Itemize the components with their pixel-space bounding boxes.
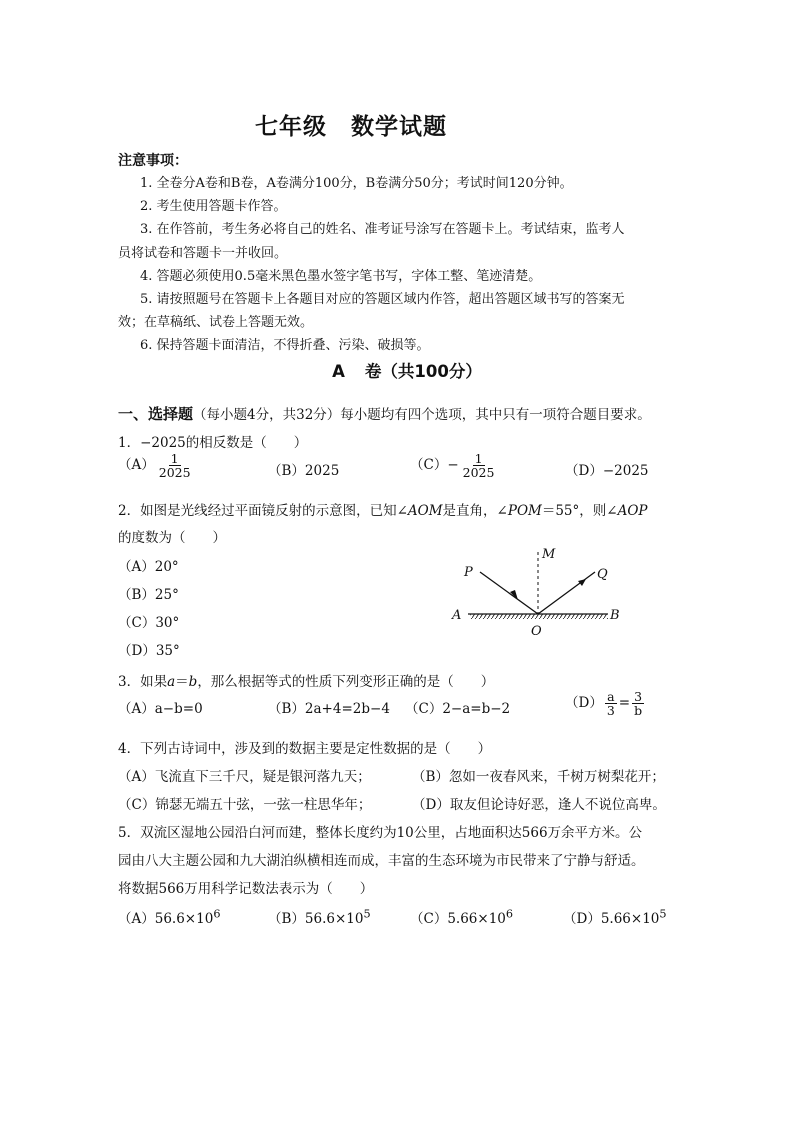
question-5-option-c: $(C)5.66\times 10^6$: [410, 907, 514, 927]
question-4-option-c: （C）锦瑟无端五十弦，一弦一柱思华年；: [118, 797, 372, 813]
notice-item-continued: 员将试卷和答题卡一并收回。: [118, 245, 288, 261]
notice-item: 3. 在作答前，考生务必将自己的姓名、准考证号涂写在答题卡上。考试结束，监考人: [140, 222, 625, 238]
mirror-hatch: [470, 614, 608, 619]
part1-title: 一、选择题: [118, 405, 194, 423]
question-4-option-b: （B）忽如一夜春风来，千树万树梨花开；: [412, 769, 665, 785]
question-1-option-c: （C）− $\frac{1}{2025}$: [410, 451, 495, 481]
label-o: O: [531, 624, 542, 639]
question-3-stem: 3．如果a＝b，那么根据等式的性质下列变形正确的是（ ）: [118, 674, 495, 690]
question-4-option-d: （D）取友但论诗好恶，逢人不说位高卑。: [412, 797, 666, 813]
notice-heading: 注意事项：: [118, 153, 188, 169]
question-3-option-d: （D） $\frac{a}{3}$ = $\frac{3}{b}$: [565, 689, 643, 719]
question-4-option-a: （A）飞流直下三千尺，疑是银河落九天；: [118, 769, 371, 785]
question-2-stem: 2．如图是光线经过平面镜反射的示意图，已知∠AOM是直角，∠POM＝55°，则∠AOP: [118, 503, 648, 519]
question-3-option-a: （A）a−b=0: [118, 701, 203, 717]
notice-item-continued: 效；在草稿纸、试卷上答题无效。: [118, 315, 314, 331]
question-2-option-b: （B）25°: [118, 587, 179, 603]
label-a: A: [452, 608, 462, 623]
notice-list: [118, 172, 693, 358]
reflected-ray: [538, 572, 595, 614]
question-3-option-c: （C）2−a=b−2: [405, 701, 511, 717]
question-2-option-a: （A）20°: [118, 559, 179, 575]
question-2-option-d: （D）35°: [118, 643, 180, 659]
question-5-option-a: $(A)56.6\times 10^6$: [118, 907, 221, 927]
fraction: $\frac{1}{2025}$: [462, 451, 495, 481]
fraction: $\frac{3}{b}$: [634, 689, 643, 719]
fraction: $\frac{1}{2025}$: [158, 451, 191, 481]
label-m: M: [542, 547, 556, 562]
label-q: Q: [597, 567, 608, 582]
part1-heading: [118, 403, 651, 424]
section-a-heading: [0, 358, 794, 382]
fraction: $\frac{a}{3}$: [606, 689, 615, 719]
question-3-option-b: （B）2a+4=2b−4: [268, 701, 390, 717]
incident-ray: [480, 572, 538, 614]
question-5-line-2: 园由八大主题公园和九大湖泊纵横相连而成，丰富的生态环境为市民带来了宁静与舒适。: [118, 853, 645, 869]
question-1-option-b: （B）2025: [268, 463, 340, 479]
notice-item: 1. 全卷分A卷和B卷，A卷满分100分，B卷满分50分；考试时间120分钟。: [140, 176, 573, 191]
label-b: B: [610, 608, 620, 623]
reflection-diagram: [440, 540, 640, 640]
page-title: 七年级 数学试题: [255, 114, 447, 140]
question-1-stem: 1．−2025的相反数是（ ）: [118, 435, 308, 451]
reflected-arrow-icon: [578, 579, 586, 586]
question-2-stem-continued: 的度数为（ ）: [118, 530, 226, 546]
part1-desc: （每小题4分，共32分）每小题均有四个选项，其中只有一项符合题目要求。: [193, 407, 651, 423]
section-a-subtitle: 卷（共100分）: [364, 362, 482, 381]
question-4-stem: 4．下列古诗词中，涉及到的数据主要是定性数据的是（ ）: [118, 741, 492, 757]
question-5-line-1: 5．双流区湿地公园沿白河而建，整体长度约为10公里，占地面积达566万余平方米。公: [118, 825, 643, 841]
question-1-option-d: （D）−2025: [565, 463, 649, 479]
question-5-option-b: $(B)56.6\times 10^5$: [268, 907, 371, 927]
notice-item: 4. 答题必须使用0.5毫米黑色墨水签字笔书写，字体工整、笔迹清楚。: [140, 268, 542, 284]
question-5-line-3: 将数据566万用科学记数法表示为（ ）: [118, 881, 374, 897]
notice-item: 6. 保持答题卡面清洁，不得折叠、污染、破损等。: [140, 338, 430, 354]
question-1-option-a: （A） $\frac{1}{2025}$: [118, 451, 191, 481]
question-2-option-c: （C）30°: [118, 615, 180, 631]
question-5-option-d: $(D)5.66\times 10^5$: [563, 907, 667, 927]
notice-item: 5. 请按照题号在答题卡上各题目对应的答题区域内作答，超出答题区域书写的答案无: [140, 292, 625, 308]
notice-item: 2. 考生使用答题卡作答。: [140, 199, 287, 215]
section-a-label: A: [332, 362, 345, 381]
label-p: P: [464, 565, 473, 580]
